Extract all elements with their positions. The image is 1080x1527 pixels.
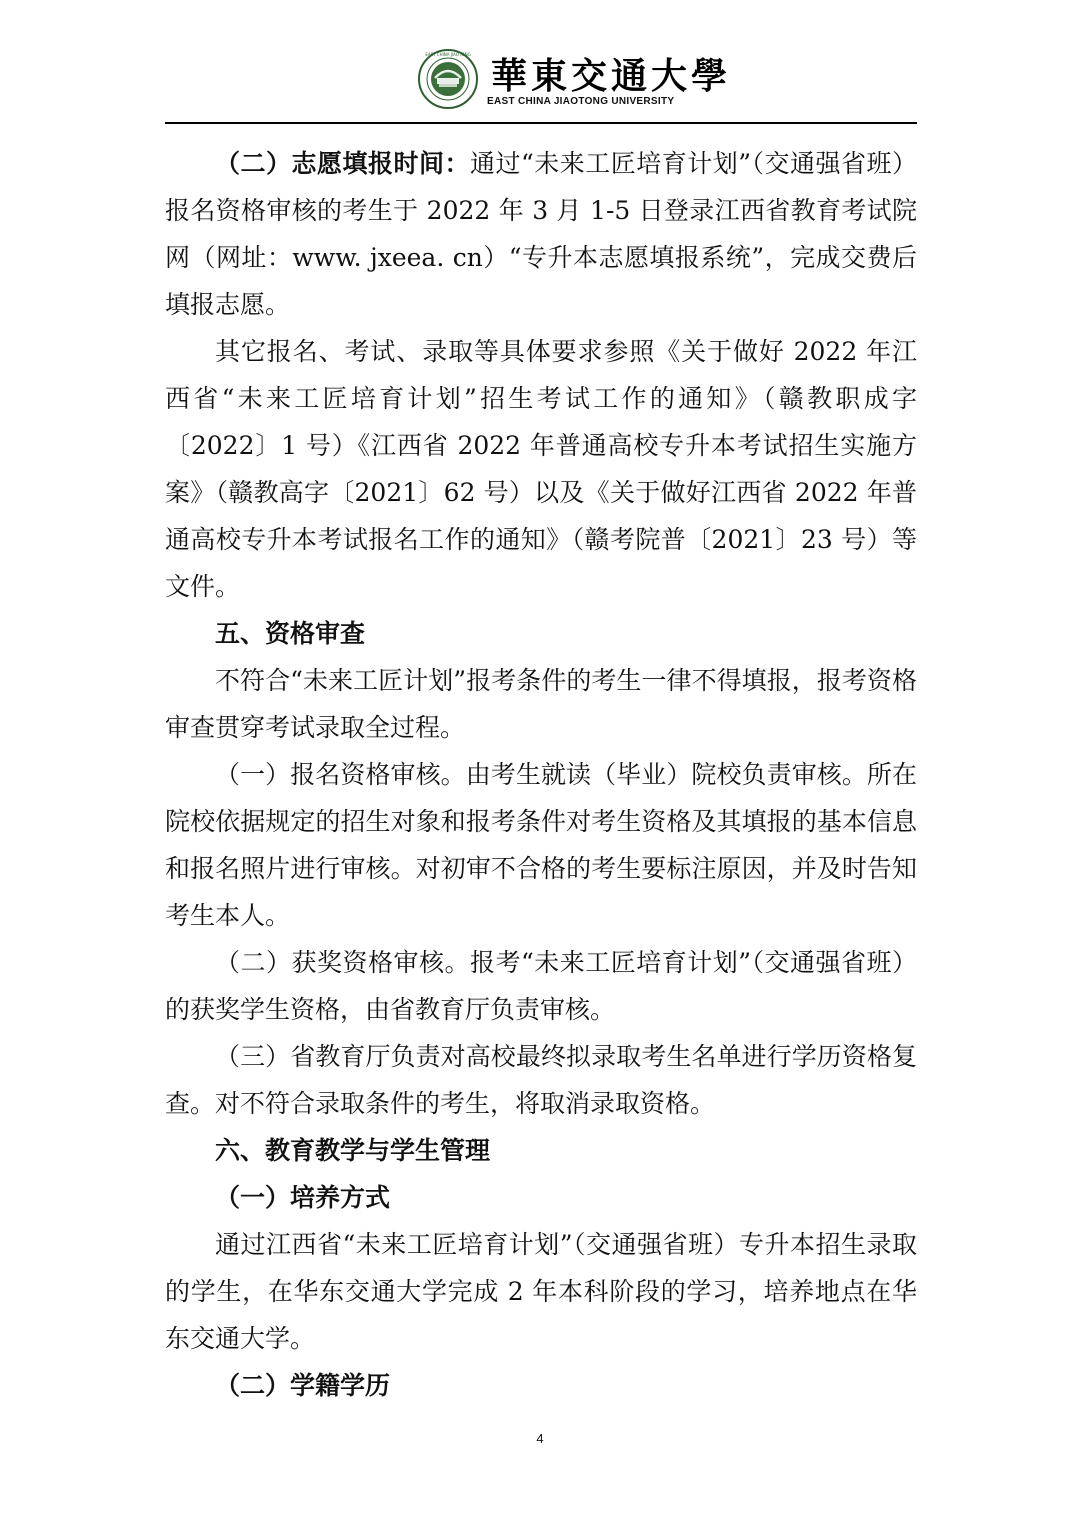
page-header [165, 38, 917, 123]
paragraph-award-review: （二）获奖资格审核。报考“未来工匠培育计划”（交通强省班）的获奖学生资格，由省教育厅负责审核。 [165, 948, 917, 1024]
document-body [165, 140, 917, 1409]
paragraph-final-review: （三）省教育厅负责对高校最终拟录取考生名单进行学历资格复查。对不符合录取条件的考生，将取消录取资格。 [165, 1042, 917, 1118]
paragraph-references: 其它报名、考试、录取等具体要求参照《关于做好 2022 年江西省“未来工匠培育计划”招生考试工作的通知》（赣教职成字〔2022〕1 号）《江西省 2022 年普通高校专升本考试招生实施方案》（赣教高字〔2021〕62 号）以及《关于做好江西省 2022 年普通高校专升本考试报名工作的通知》（赣考院普〔2021〕23 号）等文件。 [165, 337, 917, 601]
header-rule [165, 122, 917, 124]
university-seal-icon [417, 48, 479, 110]
paragraph-qualification-intro: 不符合“未来工匠计划”报考条件的考生一律不得填报，报考资格审查贯穿考试录取全过程。 [165, 666, 917, 742]
svg-text:EAST CHINA JIAOTONG: EAST CHINA JIAOTONG [425, 52, 471, 57]
paragraph-label: （二）志愿填报时间： [215, 149, 470, 178]
paragraph-training-mode: 通过江西省“未来工匠培育计划”（交通强省班）专升本招生录取的学生，在华东交通大学完成 2 年本科阶段的学习，培养地点在华东交通大学。 [165, 1230, 917, 1353]
page-number: 4 [536, 1431, 544, 1446]
university-name-cn: 華東交通大學 [491, 55, 732, 97]
section-heading-qualification: 五、资格审查 [215, 619, 366, 648]
paragraph-text: 通过“未来工匠培育计划”（交通强省班）报名资格审核的考生于 2022 年 3 月 1-5 日登录江西省教育考试院网（网址：www. jxeea. cn）“专升本志愿填报系统”，完成交费后填报志愿。 [165, 149, 917, 319]
section-heading-education: 六、教育教学与学生管理 [215, 1136, 491, 1165]
subheading-training-mode: （一）培养方式 [215, 1183, 391, 1212]
university-name-en: EAST CHINA JIAOTONG UNIVERSITY [487, 96, 675, 107]
paragraph-registration-review: （一）报名资格审核。由考生就读（毕业）院校负责审核。所在院校依据规定的招生对象和报考条件对考生资格及其填报的基本信息和报名照片进行审核。对初审不合格的考生要标注原因，并及时告知考生本人。 [165, 760, 917, 930]
subheading-student-status: （二）学籍学历 [215, 1371, 391, 1400]
paragraph-volunteer-time [165, 140, 917, 328]
